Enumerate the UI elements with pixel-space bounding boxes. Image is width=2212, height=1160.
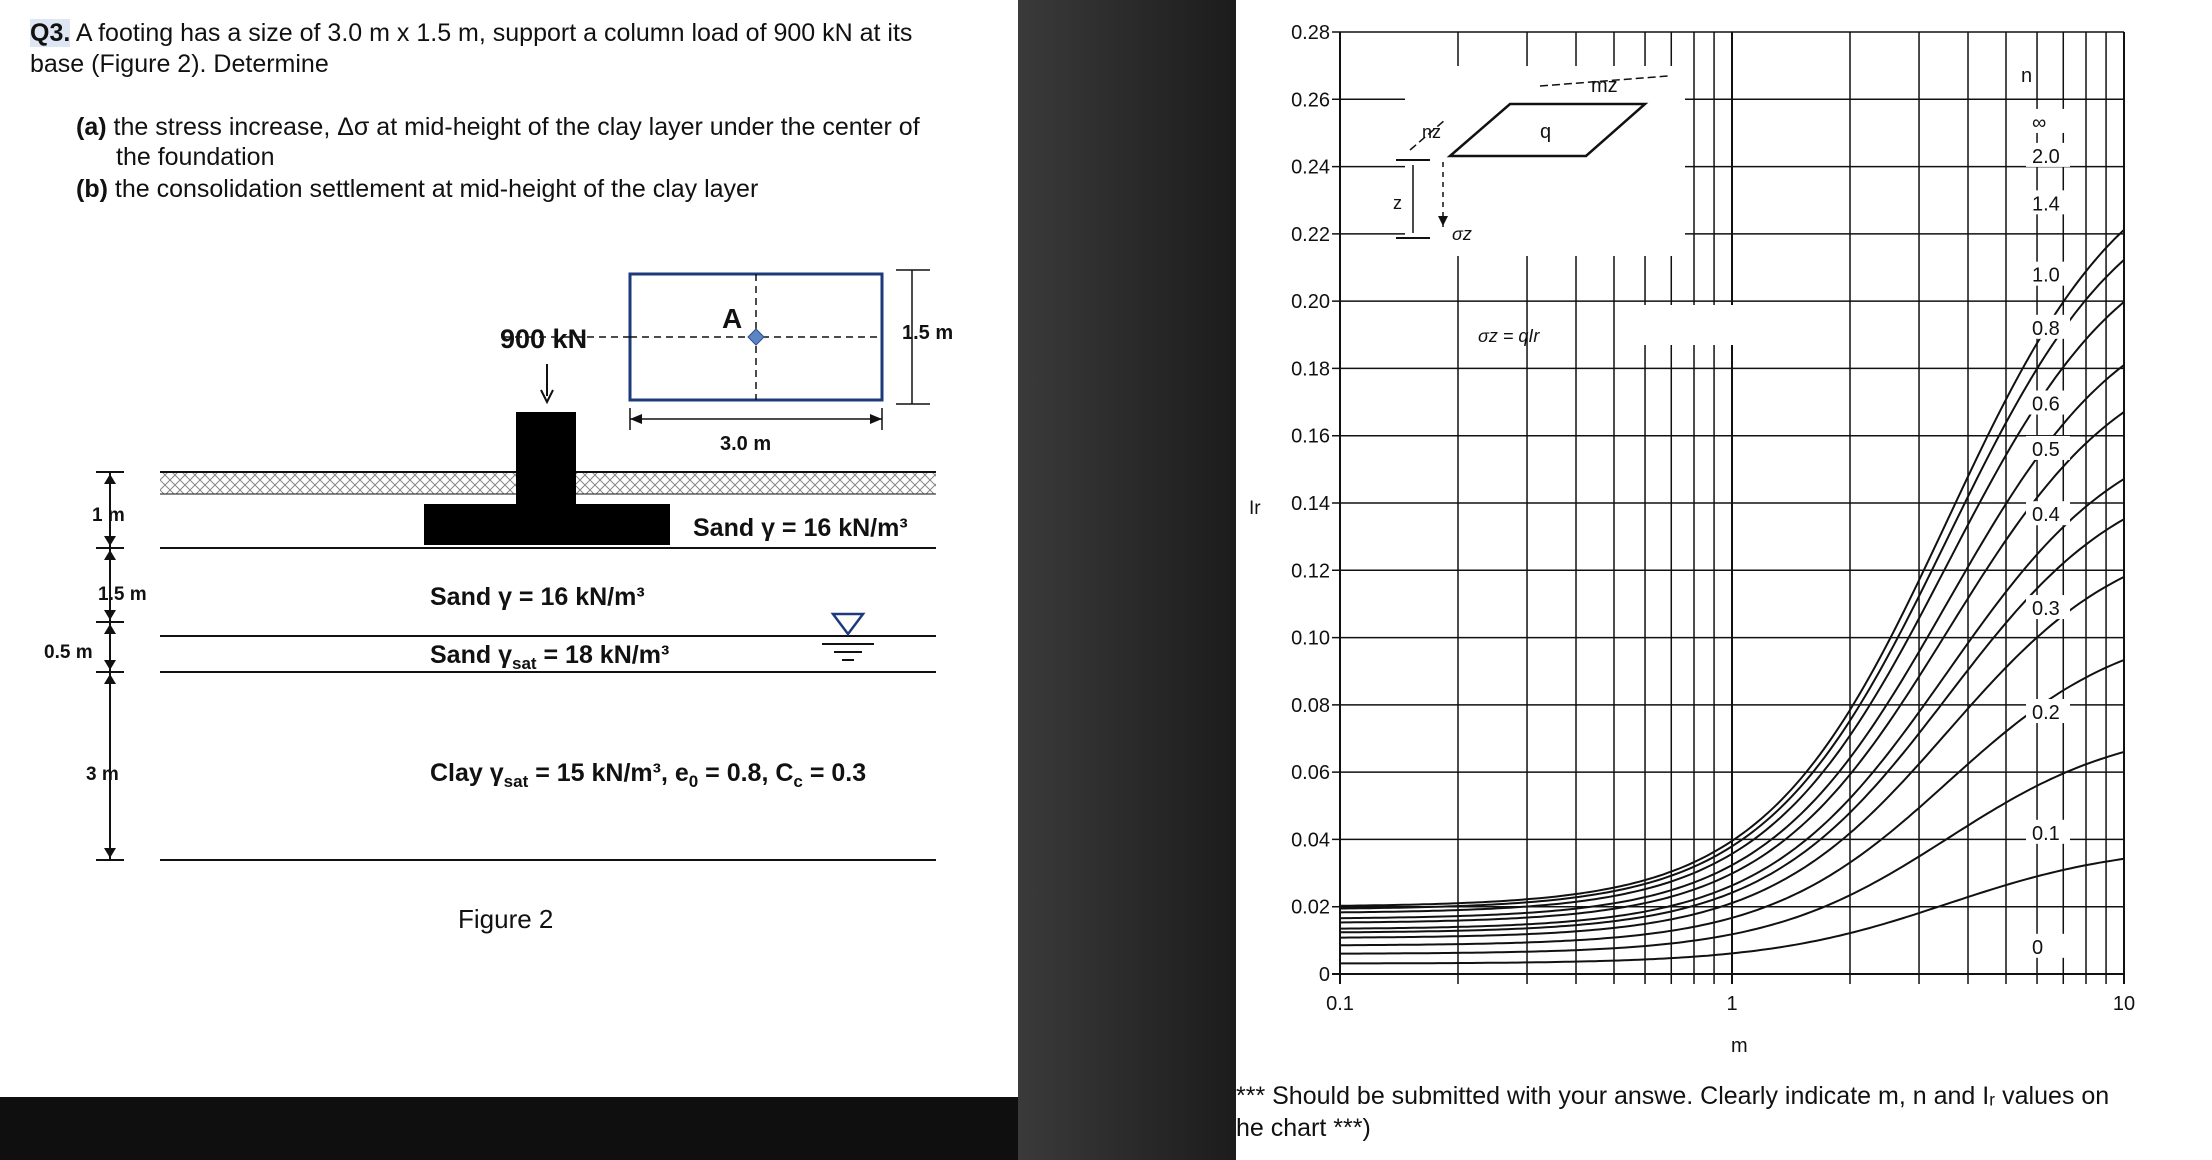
part-b-text: the consolidation settlement at mid-height of the clay layer bbox=[114, 175, 759, 203]
sand-mid-label: Sand γ = 16 kN/m³ bbox=[430, 583, 645, 611]
dim-1-5m: 1.5 m bbox=[98, 584, 147, 605]
y-tick-label: 0.06 bbox=[1291, 762, 1330, 785]
n-label: 0.2 bbox=[2032, 702, 2060, 725]
n-label: 0.8 bbox=[2032, 317, 2060, 340]
n-label: ∞ bbox=[2032, 111, 2047, 134]
y-tick-labels bbox=[1291, 22, 1330, 986]
inset-nz: nz bbox=[1422, 122, 1442, 142]
n-label: 0.6 bbox=[2032, 393, 2060, 416]
inset-diagram bbox=[1393, 66, 1740, 346]
width-dim-label: 3.0 m bbox=[720, 433, 772, 455]
note-line-1: *** Should be submitted with your answe. Clearly indicate m, n and Iᵣ values on bbox=[1236, 1082, 2110, 1110]
y-tick-label: 0.18 bbox=[1291, 358, 1330, 381]
y-tick-label: 0.16 bbox=[1291, 425, 1330, 448]
n-label: 0.5 bbox=[2032, 438, 2060, 461]
n-label: 0.1 bbox=[2032, 822, 2060, 845]
sand-top-label: Sand γ = 16 kN/m³ bbox=[693, 514, 908, 542]
x-tick-label: 0.1 bbox=[1326, 993, 1354, 1015]
part-b-tag: (b) bbox=[76, 175, 108, 203]
point-a-label: A bbox=[722, 303, 743, 334]
y-tick-label: 0.26 bbox=[1291, 89, 1330, 112]
y-tick-label: 0.04 bbox=[1291, 829, 1330, 852]
y-tick-label: 0.20 bbox=[1291, 291, 1330, 314]
question-number: Q3. bbox=[30, 19, 71, 47]
n-label: 1.4 bbox=[2032, 193, 2060, 216]
inset-z: z bbox=[1393, 193, 1402, 213]
y-axis-label: Ir bbox=[1249, 498, 1261, 519]
inset-formula: σz = qIr bbox=[1478, 326, 1540, 346]
n-label: 0 bbox=[2032, 936, 2044, 959]
part-a-tag: (a) bbox=[76, 113, 107, 141]
inset-mz: mz bbox=[1591, 75, 1618, 97]
n-label: 0.3 bbox=[2032, 598, 2060, 621]
x-tick-labels bbox=[1326, 993, 2135, 1015]
note-line-2: he chart ***) bbox=[1236, 1114, 1371, 1142]
question-line-1: A footing has a size of 3.0 m x 1.5 m, support a column load of 900 kN at its bbox=[75, 19, 913, 47]
y-tick-label: 0.28 bbox=[1291, 22, 1330, 44]
y-tick-label: 0.12 bbox=[1291, 560, 1330, 583]
question-line-2: base (Figure 2). Determine bbox=[30, 50, 329, 78]
y-tick-label: 0.08 bbox=[1291, 694, 1330, 717]
dim-0-5m: 0.5 m bbox=[44, 642, 93, 663]
n-label: 2.0 bbox=[2032, 145, 2060, 168]
x-axis-label: m bbox=[1731, 1035, 1748, 1057]
y-tick-label: 0.22 bbox=[1291, 223, 1330, 246]
x-tick-label: 1 bbox=[1726, 993, 1738, 1015]
y-tick-label: 0.14 bbox=[1291, 493, 1330, 515]
y-tick-label: 0.10 bbox=[1291, 627, 1330, 650]
figure-caption: Figure 2 bbox=[458, 904, 554, 934]
part-a-line-2: the foundation bbox=[116, 143, 275, 171]
height-dim-label: 1.5 m bbox=[902, 322, 954, 344]
inset-sigma: σz bbox=[1452, 224, 1472, 244]
dim-1m: 1 m bbox=[92, 505, 125, 526]
y-tick-label: 0 bbox=[1318, 964, 1330, 986]
part-a-line-1: the stress increase, Δσ at mid-height of the clay layer under the center of bbox=[113, 113, 920, 141]
y-tick-label: 0.24 bbox=[1291, 156, 1330, 179]
n-label: 1.0 bbox=[2032, 264, 2060, 287]
x-tick-label: 10 bbox=[2112, 993, 2136, 1015]
n-label: 0.4 bbox=[2032, 504, 2060, 527]
load-label: 900 kN bbox=[500, 324, 588, 354]
sand-sat-label: Sand $\gamma_{sat} = 18$ kN/m³ bbox=[430, 641, 670, 673]
y-tick-label: 0.02 bbox=[1291, 896, 1330, 919]
dim-3m: 3 m bbox=[86, 764, 119, 785]
inset-q: q bbox=[1540, 121, 1552, 143]
clay-label: Clay $\gamma_{sat} = 15$ kN/m³, $e_0 = 0.8$, $C_c = 0.3$ bbox=[430, 759, 867, 791]
submission-note bbox=[1236, 1080, 2196, 1144]
legend-title: n bbox=[2021, 65, 2033, 87]
